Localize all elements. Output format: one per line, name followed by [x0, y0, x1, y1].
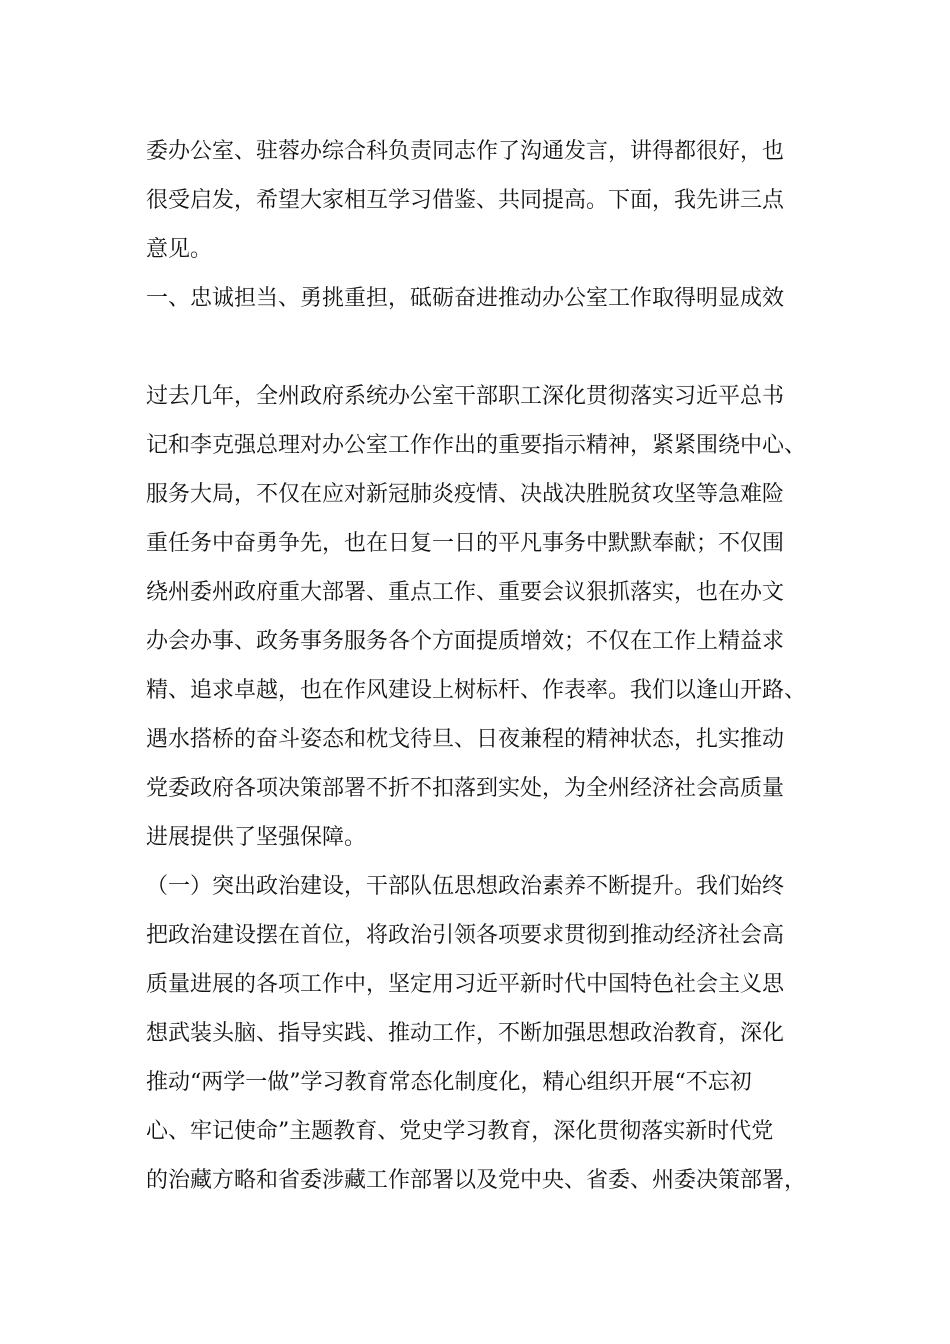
body-text-line: 很受启发，希望大家相互学习借鉴、共同提高。下面，我先讲三点 — [146, 188, 785, 213]
subsection-heading-line: （一）突出政治建设，干部队伍思想政治素养不断提升。我们始终 — [146, 874, 785, 899]
body-text-line: 绕州委州政府重大部署、重点工作、重要会议狠抓落实，也在办文 — [146, 580, 785, 605]
body-text-line: 质量进展的各项工作中，坚定用习近平新时代中国特色社会主义思 — [146, 972, 785, 997]
body-text-line: 把政治建设摆在首位，将政治引领各项要求贯彻到推动经济社会高 — [146, 923, 785, 948]
body-text-line: 党委政府各项决策部署不折不扣落到实处，为全州经济社会高质量 — [146, 776, 785, 801]
body-text-line: 办会办事、政务事务服务各个方面提质增效；不仅在工作上精益求 — [146, 629, 785, 654]
body-text-line: 进展提供了坚强保障。 — [146, 825, 367, 850]
body-text-line: 重任务中奋勇争先，也在日复一日的平凡事务中默默奉献；不仅围 — [146, 531, 785, 556]
body-text-line: 心、牢记使命”主题教育、党史学习教育，深化贯彻落实新时代党 — [146, 1119, 774, 1144]
body-text-line: 委办公室、驻蓉办综合科负责同志作了沟通发言，讲得都很好，也 — [146, 139, 785, 164]
body-text-line: 遇水搭桥的奋斗姿态和枕戈待旦、日夜兼程的精神状态，扎实推动 — [146, 727, 785, 752]
body-text-line: 意见。 — [146, 237, 213, 262]
body-text-line: 精、追求卓越，也在作风建设上树标杆、作表率。我们以逢山开路、 — [146, 678, 807, 703]
body-text-line: 服务大局，不仅在应对新冠肺炎疫情、决战决胜脱贫攻坚等急难险 — [146, 482, 785, 507]
body-text-line: 想武装头脑、指导实践、推动工作，不断加强思想政治教育，深化 — [146, 1021, 785, 1046]
body-text-line: 的治藏方略和省委涉藏工作部署以及党中央、省委、州委决策部署， — [146, 1168, 807, 1193]
body-text-line: 记和李克强总理对办公室工作作出的重要指示精神，紧紧围绕中心、 — [146, 433, 807, 458]
body-text-line: 过去几年，全州政府系统办公室干部职工深化贯彻落实习近平总书 — [146, 384, 785, 409]
body-text-line: 推动“两学一做”学习教育常态化制度化，精心组织开展“不忘初 — [146, 1070, 752, 1095]
section-heading: 一、忠诚担当、勇挑重担，砥砺奋进推动办公室工作取得明显成效 — [146, 286, 785, 311]
